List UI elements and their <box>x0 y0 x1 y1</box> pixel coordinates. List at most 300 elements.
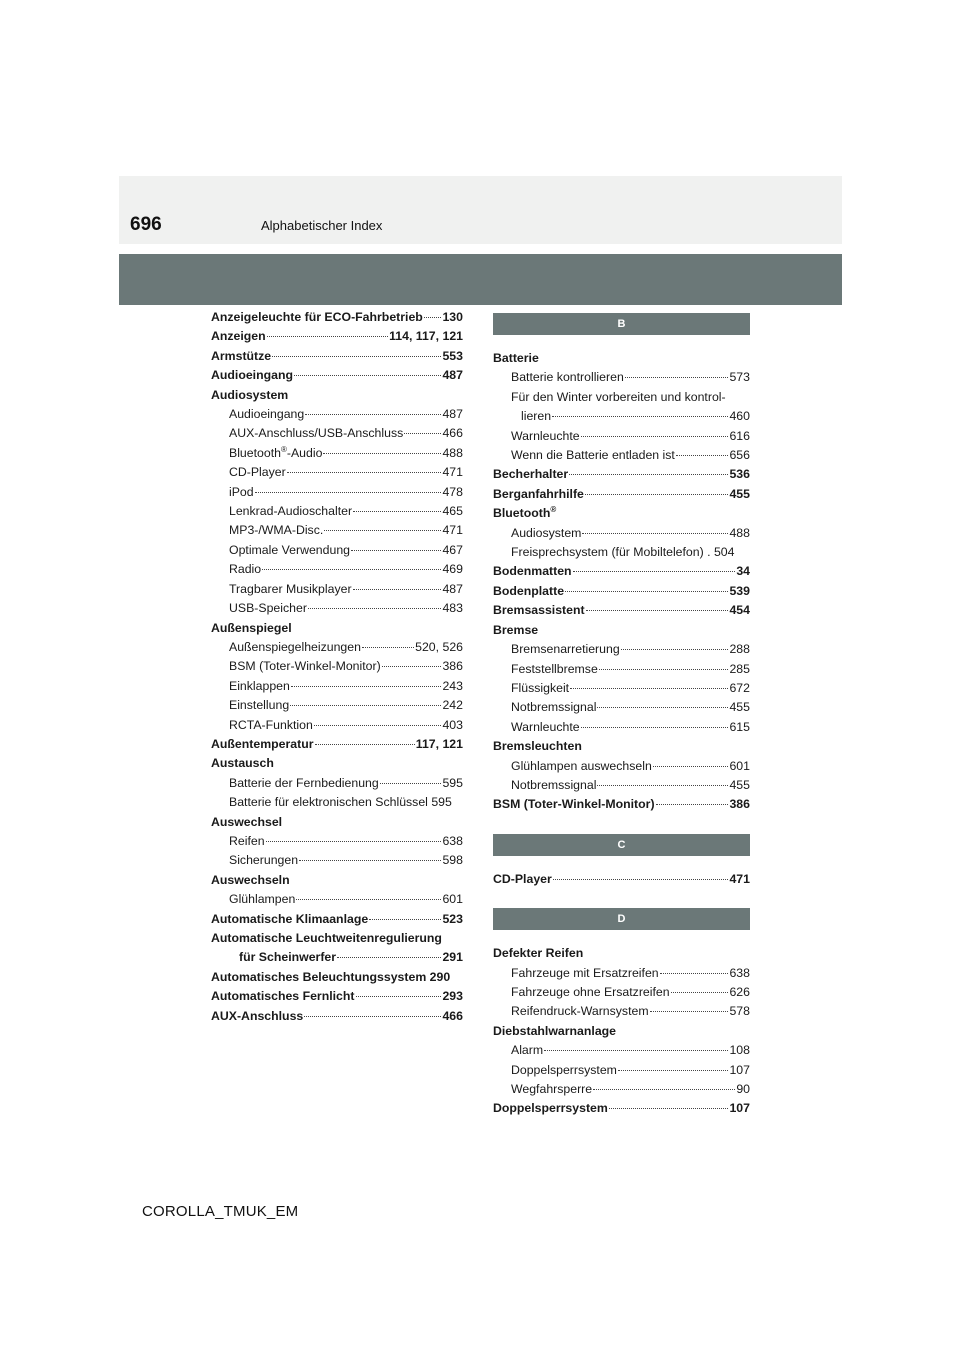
leader-dots <box>294 375 441 376</box>
index-subentry <box>493 407 750 426</box>
page-ref: 656 <box>729 448 750 463</box>
page-ref: 466 <box>442 1008 463 1023</box>
index-entry <box>493 870 750 889</box>
entry-term <box>511 1002 649 1021</box>
page-ref: 293 <box>442 989 463 1004</box>
page-ref: 465 <box>442 504 463 519</box>
leader-dots <box>656 804 729 805</box>
entry-term <box>511 427 580 446</box>
index-subentry <box>493 679 750 698</box>
entry-term-text: Glühlampen auswechseln <box>511 758 652 773</box>
entry-term-text: Automatisches Fernlicht <box>211 989 355 1004</box>
leader-dots <box>287 472 442 473</box>
entry-term <box>229 832 265 851</box>
page-ref: 601 <box>442 892 463 907</box>
entry-term <box>229 541 350 560</box>
entry-term-text: Austausch <box>211 756 274 771</box>
entry-term-text: Bremse <box>493 622 539 637</box>
entry-term <box>229 890 295 909</box>
leader-dots <box>323 453 441 454</box>
section-letter-bar: C <box>493 834 750 856</box>
index-entry <box>493 562 750 581</box>
entry-term-text: Audiosystem <box>211 387 289 402</box>
page-ref: 471 <box>442 523 463 538</box>
entry-term-text: Reifen <box>229 833 265 848</box>
entry-term <box>229 638 361 657</box>
index-entry <box>211 813 463 832</box>
leader-dots <box>599 669 729 670</box>
index-subentry <box>493 660 750 679</box>
page-ref: 107 <box>729 1101 750 1116</box>
entry-term-text: Sicherungen <box>229 853 299 868</box>
index-subentry <box>493 1041 750 1060</box>
entry-term-text: Becherhalter <box>493 467 569 482</box>
entry-term <box>229 793 452 812</box>
leader-dots <box>597 785 728 786</box>
leader-dots <box>308 608 442 609</box>
index-column-left <box>211 308 463 1026</box>
entry-term <box>511 718 580 737</box>
entry-term <box>229 502 352 521</box>
index-entry <box>211 386 463 405</box>
leader-dots <box>671 992 729 993</box>
index-subentry <box>211 657 463 676</box>
page-ref: 626 <box>729 984 750 999</box>
page-ref: 243 <box>442 678 463 693</box>
entry-term-suffix: -Audio <box>286 445 323 460</box>
page-ref: 578 <box>729 1004 750 1019</box>
entry-term <box>511 964 659 983</box>
leader-dots <box>315 744 415 745</box>
entry-term <box>511 446 675 465</box>
entry-term <box>229 483 254 502</box>
page-ref: 523 <box>442 911 463 926</box>
index-entry <box>493 621 750 640</box>
index-subentry <box>493 388 750 407</box>
leader-dots <box>353 511 441 512</box>
page-ref: 455 <box>729 777 750 792</box>
page-ref: 488 <box>442 445 463 460</box>
page-ref: 487 <box>442 368 463 383</box>
entry-term-text: Bodenmatten <box>493 564 572 579</box>
page-ref: 598 <box>442 853 463 868</box>
leader-dots <box>404 433 441 434</box>
index-subentry <box>493 776 750 795</box>
index-subentry <box>493 718 750 737</box>
entry-term-text: USB-Speicher <box>229 601 307 616</box>
entry-term <box>211 735 314 754</box>
entry-term <box>229 560 261 579</box>
index-subentry <box>211 716 463 735</box>
entry-term <box>521 407 551 426</box>
page-ref: 460 <box>729 409 750 424</box>
index-entry <box>211 347 463 366</box>
page-ref: 34 <box>736 564 750 579</box>
entry-term <box>493 621 538 640</box>
index-subentry <box>211 405 463 424</box>
leader-dots <box>586 610 729 611</box>
section-letter-bar: B <box>493 313 750 335</box>
entry-term <box>229 696 289 715</box>
entry-term-text: Doppelsperrsystem <box>511 1062 617 1077</box>
leader-dots <box>581 436 729 437</box>
entry-term <box>211 1007 303 1026</box>
entry-term <box>229 599 307 618</box>
entry-term-text: Reifendruck-Warnsystem <box>511 1004 649 1019</box>
entry-term-text: BSM (Toter-Winkel-Monitor) <box>229 659 381 674</box>
entry-term-text: BSM (Toter-Winkel-Monitor) <box>493 797 655 812</box>
leader-dots <box>569 474 728 475</box>
index-subentry <box>493 427 750 446</box>
entry-term <box>493 601 585 620</box>
entry-term <box>493 795 655 814</box>
entry-term-text: Warnleuchte <box>511 719 580 734</box>
entry-term-text: Defekter Reifen <box>493 946 584 961</box>
index-entry <box>493 465 750 484</box>
page-ref: 107 <box>729 1062 750 1077</box>
entry-term <box>229 444 322 463</box>
entry-term-text: Automatische Leuchtweitenregulierung <box>211 931 442 945</box>
entry-term <box>229 521 323 540</box>
entry-term-text: Warnleuchte <box>511 428 580 443</box>
page-ref: 454 <box>729 603 750 618</box>
index-entry <box>211 366 463 385</box>
entry-term <box>493 465 568 484</box>
entry-term-text: Fahrzeuge mit Ersatzreifen <box>511 965 659 980</box>
leader-dots <box>544 1050 728 1051</box>
page-number: 696 <box>130 214 162 235</box>
page-ref: 616 <box>729 428 750 443</box>
index-subentry <box>211 424 463 443</box>
leader-dots <box>552 416 728 417</box>
leader-dots <box>296 899 441 900</box>
entry-term-text: Doppelsperrsystem <box>493 1101 608 1116</box>
index-subentry <box>211 463 463 482</box>
entry-term-text: Notbremssignal <box>511 700 597 715</box>
index-entry <box>211 871 463 890</box>
index-subentry <box>493 1080 750 1099</box>
entry-term-text: Auswechsel <box>211 814 283 829</box>
leader-dots <box>356 996 442 997</box>
index-entry <box>211 619 463 638</box>
leader-dots <box>290 705 441 706</box>
page-ref: 455 <box>729 486 750 501</box>
entry-term <box>493 944 583 963</box>
entry-term <box>511 640 620 659</box>
entry-term <box>229 657 381 676</box>
entry-term <box>211 871 290 890</box>
index-subentry <box>493 964 750 983</box>
index-entry <box>211 308 463 327</box>
leader-dots <box>362 647 414 648</box>
index-subentry <box>211 696 463 715</box>
index-subentry <box>211 793 463 812</box>
page-ref: 455 <box>729 700 750 715</box>
entry-term-text: Berganfahrhilfe <box>493 486 584 501</box>
index-entry <box>211 968 463 987</box>
leader-dots <box>337 957 441 958</box>
entry-term <box>511 388 726 407</box>
index-subentry <box>493 446 750 465</box>
index-entry <box>493 737 750 756</box>
leader-dots <box>272 356 441 357</box>
page-ref: 595 <box>442 775 463 790</box>
entry-term-text: Notbremssignal <box>511 777 597 792</box>
entry-term-text: Tragbarer Musikplayer <box>229 581 352 596</box>
page-ref: 638 <box>442 833 463 848</box>
entry-term-text: Audioeingang <box>211 368 293 383</box>
leader-dots <box>380 783 442 784</box>
leader-dots <box>255 492 442 493</box>
page-ref: 466 <box>442 426 463 441</box>
page-ref: 488 <box>729 525 750 540</box>
entry-term-text: Bremsenarretierung <box>511 642 620 657</box>
page-ref: 242 <box>442 698 463 713</box>
entry-term-text: Feststellbremse <box>511 661 598 676</box>
index-entry <box>211 987 463 1006</box>
index-subentry <box>493 640 750 659</box>
entry-term <box>493 870 552 889</box>
dark-band <box>119 254 842 305</box>
index-subentry <box>211 677 463 696</box>
index-entry <box>493 795 750 814</box>
page-ref: 601 <box>729 758 750 773</box>
entry-term-text: Bremsassistent <box>493 603 585 618</box>
entry-term <box>211 366 293 385</box>
index-entry <box>493 601 750 620</box>
entry-term <box>229 677 290 696</box>
index-subentry <box>493 368 750 387</box>
entry-term <box>211 987 355 1006</box>
entry-term <box>239 948 336 967</box>
entry-term <box>211 754 274 773</box>
page-ref: 386 <box>729 797 750 812</box>
index-subentry <box>493 983 750 1002</box>
index-subentry <box>211 948 463 967</box>
leader-dots <box>266 841 442 842</box>
entry-term <box>211 813 282 832</box>
index-entry <box>211 1007 463 1026</box>
index-column-right <box>493 308 750 1119</box>
entry-term-text: Batterie der Fernbedienung <box>229 775 379 790</box>
leader-dots <box>625 377 729 378</box>
leader-dots <box>553 879 729 880</box>
leader-dots <box>621 649 729 650</box>
leader-dots <box>593 1089 735 1090</box>
entry-term-text: CD-Player <box>229 465 286 480</box>
index-subentry <box>211 599 463 618</box>
index-subentry <box>211 774 463 793</box>
section-title: Alphabetischer Index <box>261 218 383 233</box>
entry-term <box>211 327 266 346</box>
page-ref: 90 <box>736 1082 750 1096</box>
entry-term-text: Audiosystem <box>511 525 582 540</box>
registered-mark: ® <box>280 444 287 454</box>
entry-term-text: lieren <box>521 409 552 424</box>
leader-dots <box>299 860 441 861</box>
registered-mark: ® <box>550 505 557 515</box>
entry-term <box>229 405 304 424</box>
entry-term <box>511 1061 617 1080</box>
entry-term-text: Bodenplatte <box>493 583 565 598</box>
entry-term-text: Außenspiegelheizungen <box>229 639 361 654</box>
entry-term <box>229 774 379 793</box>
entry-term <box>211 619 292 638</box>
entry-term-text: Batterie <box>493 351 539 365</box>
page-ref: 539 <box>729 583 750 598</box>
entry-term-text: Armstütze <box>211 348 272 363</box>
entry-term-text: Batterie kontrollieren <box>511 370 624 385</box>
index-subentry <box>211 580 463 599</box>
entry-term-text: Alarm <box>511 1043 544 1058</box>
entry-term-text: Für den Winter vorbereiten und kontrol- <box>511 389 726 404</box>
index-entry <box>493 349 750 368</box>
index-subentry <box>493 1061 750 1080</box>
entry-term <box>211 929 442 948</box>
leader-dots <box>573 571 736 572</box>
section-letter-bar: D <box>493 908 750 930</box>
leader-dots <box>351 550 441 551</box>
entry-term-text: Bremsleuchten <box>493 739 582 754</box>
page-ref: 403 <box>442 717 463 732</box>
leader-dots <box>314 725 442 726</box>
entry-term-text: Radio <box>229 562 262 577</box>
index-entry <box>493 485 750 504</box>
entry-term <box>511 757 652 776</box>
index-subentry <box>493 543 750 562</box>
entry-term-text: Außenspiegel <box>211 620 292 635</box>
entry-term <box>511 698 596 717</box>
entry-term <box>493 349 539 368</box>
leader-dots <box>565 591 728 592</box>
index-subentry <box>493 757 750 776</box>
footer-doc-code: COROLLA_TMUK_EM <box>142 1203 299 1220</box>
page-ref: 469 <box>442 562 463 577</box>
index-entry <box>493 944 750 963</box>
leader-dots <box>581 727 729 728</box>
page-ref: 467 <box>442 542 463 557</box>
leader-dots <box>653 766 729 767</box>
page-ref: 672 <box>729 680 750 695</box>
entry-term-text: Einstellung <box>229 698 290 713</box>
leader-dots <box>304 1016 441 1017</box>
index-subentry <box>493 524 750 543</box>
entry-term-text: Wegfahrsperre <box>511 1082 593 1096</box>
page-ref: 615 <box>729 719 750 734</box>
leader-dots <box>609 1108 729 1109</box>
entry-term <box>511 524 581 543</box>
entry-term-text: MP3-/WMA-Disc. <box>229 523 324 538</box>
leader-dots <box>324 530 441 531</box>
page-ref: 487 <box>442 581 463 596</box>
entry-term <box>211 308 423 327</box>
entry-term <box>493 1099 608 1118</box>
index-entry <box>493 1022 750 1041</box>
leader-dots <box>676 455 729 456</box>
entry-term-text: AUX-Anschluss/USB-Anschluss <box>229 426 404 441</box>
entry-term <box>493 737 582 756</box>
leader-dots <box>291 686 442 687</box>
entry-term-text: CD-Player <box>493 871 552 886</box>
entry-term <box>511 543 734 562</box>
entry-term <box>229 463 286 482</box>
index-subentry <box>211 541 463 560</box>
entry-term-text: Optimale Verwendung <box>229 542 350 557</box>
page-ref: 117, 121 <box>415 736 463 751</box>
entry-term-text: Außentemperatur <box>211 736 314 751</box>
entry-term <box>511 1041 543 1060</box>
entry-term <box>511 368 624 387</box>
entry-term-text: für Scheinwerfer <box>239 950 337 965</box>
page-ref: 288 <box>729 642 750 657</box>
leader-dots <box>382 666 442 667</box>
page-ref: 536 <box>729 467 750 482</box>
entry-term-text: Freisprechsystem (für Mobiltelefon) . 504 <box>511 545 735 560</box>
entry-term <box>493 504 556 523</box>
entry-term <box>493 562 572 581</box>
index-subentry <box>211 638 463 657</box>
entry-term <box>211 968 450 987</box>
entry-term <box>493 582 564 601</box>
entry-term-text: Automatische Klimaanlage <box>211 911 369 926</box>
leader-dots <box>424 317 442 318</box>
index-subentry <box>211 851 463 870</box>
entry-term-text: Audioeingang <box>229 407 305 422</box>
page-ref: 573 <box>729 370 750 385</box>
leader-dots <box>369 919 441 920</box>
index-subentry <box>211 483 463 502</box>
index-subentry <box>211 832 463 851</box>
leader-dots <box>660 973 729 974</box>
entry-term-text: Fahrzeuge ohne Ersatzreifen <box>511 984 670 999</box>
entry-term-text: Einklappen <box>229 678 290 693</box>
entry-term <box>211 386 288 405</box>
entry-term <box>211 347 271 366</box>
page-ref: 114, 117, 121 <box>389 329 463 344</box>
page-ref: 130 <box>442 310 463 324</box>
entry-term-text: Automatisches Beleuchtungssystem 290 <box>211 969 451 984</box>
index-subentry <box>493 1002 750 1021</box>
index-entry <box>211 327 463 346</box>
leader-dots <box>305 414 441 415</box>
page-ref: 483 <box>442 601 463 616</box>
index-subentry <box>211 890 463 909</box>
index-entry <box>211 910 463 929</box>
page-ref: 478 <box>442 484 463 499</box>
entry-term <box>211 910 368 929</box>
index-subentry <box>493 698 750 717</box>
header-band <box>119 176 842 244</box>
index-subentry <box>211 521 463 540</box>
entry-term-text: Bluetooth <box>229 445 281 460</box>
entry-term-text: Diebstahlwarnanlage <box>493 1023 617 1038</box>
page-ref: 520, 526 <box>415 639 463 654</box>
leader-dots <box>267 336 388 337</box>
entry-term-text: Auswechseln <box>211 872 290 887</box>
entry-term <box>511 983 670 1002</box>
entry-term-text: Batterie für elektronischen Schlüssel 595 <box>229 795 452 810</box>
index-entry <box>211 929 463 948</box>
index-entry <box>493 504 750 523</box>
leader-dots <box>262 569 441 570</box>
page-ref: 386 <box>442 659 463 674</box>
leader-dots <box>570 688 728 689</box>
entry-term <box>229 580 352 599</box>
leader-dots <box>582 533 728 534</box>
entry-term <box>511 776 596 795</box>
entry-term <box>511 660 598 679</box>
index-entry <box>211 754 463 773</box>
